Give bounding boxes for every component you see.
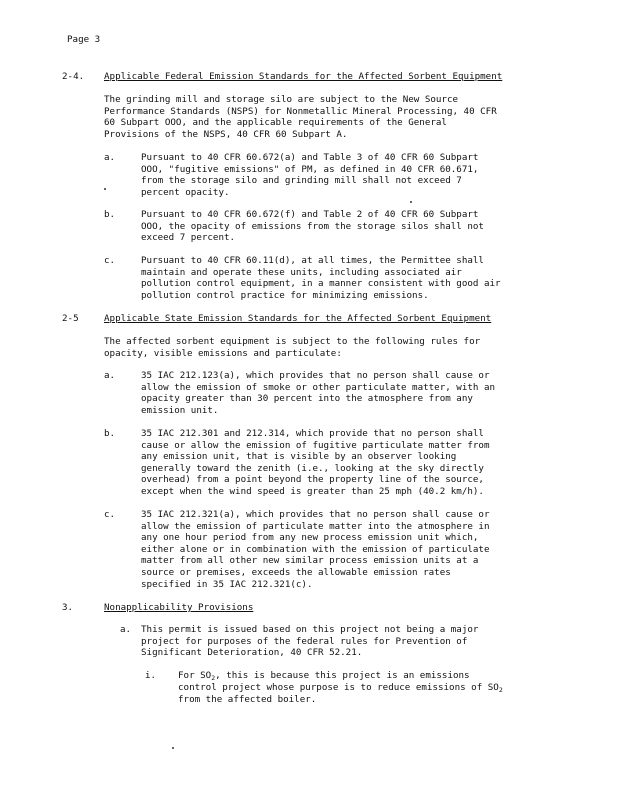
subitem-text-part: , this is because this project is an emissions	[215, 670, 470, 681]
item-text: Pursuant to 40 CFR 60.672(a) and Table 3 of 40 CFR 60 Subpart OOO, "fugitive emissions" of PM, as defined in 40 CFR 60.671, from the storage silo and grinding mill shall not exceed 7 percent opacity.	[141, 152, 479, 198]
subitem-text-line: from the affected boiler.	[178, 694, 317, 705]
section-heading: Applicable State Emission Standards for the Affected Sorbent Equipment	[104, 313, 492, 324]
scan-speck	[172, 747, 174, 749]
subitem-text-part: For SO	[178, 670, 212, 681]
section-intro: The grinding mill and storage silo are subject to the New Source Performance Standards (NSPS) for Nonmetallic Mineral Processing, 40 CFR 60 Subpart OOO, and the applicable requirements of the General Provisions of the NSPS, 40 CFR 60 Subpart A.	[104, 94, 497, 140]
item-text: Pursuant to 40 CFR 60.11(d), at all times, the Permittee shall maintain and operate these units, including associated air pollution control equipment, in a manner consistent with good air pollution control practice for minimizing emissions.	[141, 255, 501, 301]
subitem-text-part: control project whose purpose is to reduce emissions of SO	[178, 682, 499, 693]
item-text: 35 IAC 212.321(a), which provides that no person shall cause or allow the emission of particulate matter into the atmosphere in any one hour period from any new process emission unit which, either alone or in combination with the emission of particulate matter from all other new similar process emission units at a source or premises, exceeds the allowable emission rates specified in 35 IAC 212.321(c).	[141, 509, 490, 590]
section-number: 3.	[62, 602, 74, 613]
item-text: 35 IAC 212.123(a), which provides that no person shall cause or allow the emission of smoke or other particulate matter, with an opacity greater than 30 percent into the atmosphere from any emission unit.	[141, 370, 496, 416]
page-number: Page 3	[67, 34, 101, 45]
section-intro: The affected sorbent equipment is subject to the following rules for opacity, visible emissions and particulate:	[104, 336, 481, 359]
subscript: 2	[498, 686, 503, 694]
section-number: 2-4.	[62, 71, 85, 82]
item-label: a.	[120, 624, 132, 635]
scan-speck	[410, 201, 412, 203]
item-text: This permit is issued based on this project not being a major project for purposes of the federal rules for Prevention of Significant Deterioration, 40 CFR 52.21.	[141, 624, 479, 659]
item-label: b.	[104, 428, 116, 439]
item-text: Pursuant to 40 CFR 60.672(f) and Table 2 of 40 CFR 60 Subpart OOO, the opacity of emissions from the storage silos shall not exceed 7 percent.	[141, 209, 484, 244]
section-heading: Applicable Federal Emission Standards for the Affected Sorbent Equipment	[104, 71, 503, 82]
item-text: 35 IAC 212.301 and 212.314, which provide that no person shall cause or allow the emission of fugitive particulate matter from any emission unit, that is visible by an observer looking generally toward the zenith (i.e., looking at the sky directly overhead) from a point beyond the property line of the source, except when the wind speed is greater than 25 mph (40.2 km/h).	[141, 428, 490, 497]
item-label: c.	[104, 255, 116, 266]
item-label: a.	[104, 370, 116, 381]
item-label: a.	[104, 152, 116, 163]
subscript: 2	[211, 674, 216, 682]
scan-speck	[104, 188, 106, 190]
section-number: 2-5	[62, 313, 79, 324]
item-label: b.	[104, 209, 116, 220]
item-label: c.	[104, 509, 116, 520]
section-heading: Nonapplicability Provisions	[104, 602, 254, 613]
subitem-label: i.	[145, 670, 157, 681]
